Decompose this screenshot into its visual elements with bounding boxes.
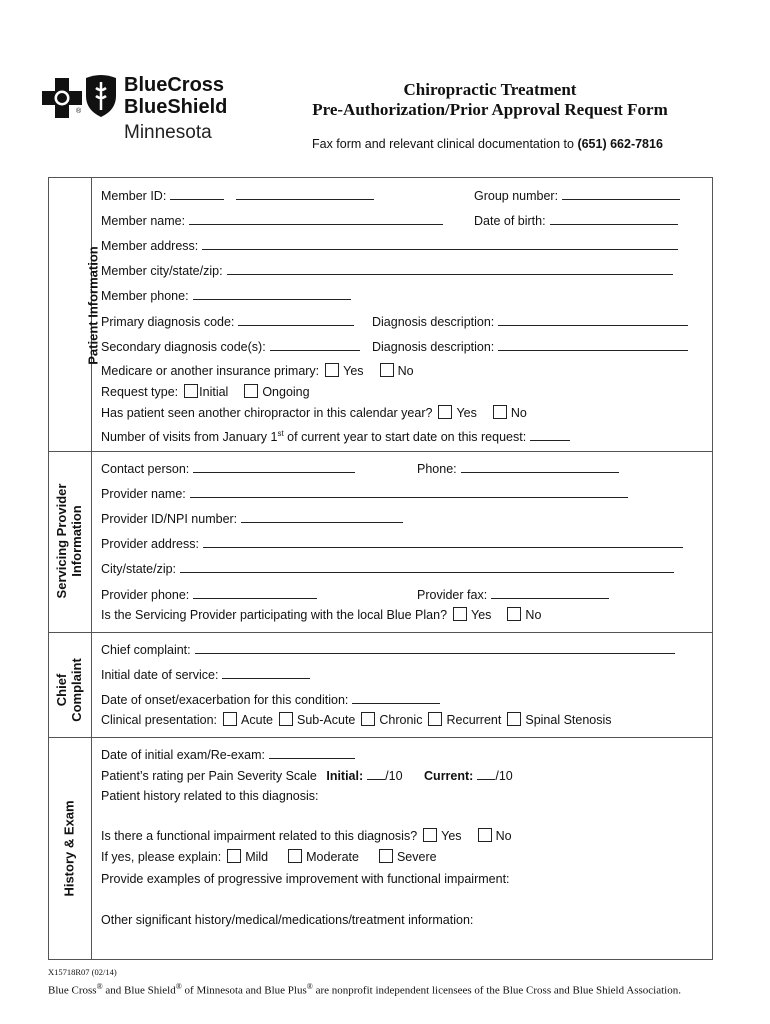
initial-date-field[interactable] (222, 666, 310, 679)
seen-other-label: Has patient seen another chiropractor in this calendar year? (101, 406, 433, 420)
footer-reg-1: ® (96, 982, 103, 991)
member-address-label: Member address: (101, 239, 199, 253)
provider-address-label: Provider address: (101, 537, 199, 551)
chronic-label: Chronic (379, 713, 423, 727)
other-history-row (101, 912, 473, 928)
pain-current-label: Current: (424, 769, 474, 783)
clinical-presentation-row (101, 712, 612, 728)
pain-current-field[interactable] (477, 767, 495, 780)
member-name-row (101, 212, 443, 229)
secondary-dx-field[interactable] (270, 338, 360, 351)
history-dx-row (101, 788, 318, 804)
functional-no-label: No (495, 829, 512, 843)
footer-blue-cross: Blue Cross (48, 984, 97, 997)
request-type-row (101, 384, 310, 400)
history-dx-field[interactable] (100, 806, 700, 826)
member-id-label: Member ID: (101, 189, 167, 203)
secondary-dx-row (101, 338, 360, 355)
recurrent-checkbox[interactable] (428, 712, 442, 726)
group-number-row (474, 187, 680, 204)
history-dx-label: Patient history related to this diagnosis: (101, 789, 319, 803)
participating-label: Is the Servicing Provider participating with the local Blue Plan? (101, 608, 448, 622)
recurrent-label: Recurrent (446, 713, 502, 727)
exam-date-label: Date of initial exam/Re-exam: (101, 748, 265, 762)
pain-scale-row (101, 767, 513, 784)
fax-number: (651) 662-7816 (577, 137, 663, 151)
provider-npi-row (101, 510, 403, 527)
chief-complaint-label: Chief complaint: (101, 643, 191, 657)
participating-yes-checkbox[interactable] (453, 607, 467, 621)
form-title-line-2: Pre-Authorization/Prior Approval Request Form (312, 100, 668, 119)
member-id-field-a[interactable] (170, 187, 224, 200)
seen-other-no-checkbox[interactable] (493, 405, 507, 419)
moderate-checkbox[interactable] (288, 849, 302, 863)
request-ongoing-label: Ongoing (262, 385, 310, 399)
seen-other-yes-checkbox[interactable] (438, 405, 452, 419)
request-type-label: Request type: (101, 385, 179, 399)
participating-row (101, 607, 541, 623)
dx-desc-1-field[interactable] (498, 313, 688, 326)
provider-npi-field[interactable] (241, 510, 403, 523)
member-phone-field[interactable] (193, 287, 351, 300)
section-provider-line-2: Information (69, 505, 84, 577)
member-name-label: Member name: (101, 214, 186, 228)
provider-city-field[interactable] (180, 560, 674, 573)
pain-initial-field[interactable] (367, 767, 385, 780)
footer-and-bs: and Blue Shield (105, 984, 176, 997)
member-id-row (101, 187, 374, 204)
spinal-stenosis-label: Spinal Stenosis (525, 713, 612, 727)
provider-phone-label: Provider phone: (101, 588, 190, 602)
subacute-checkbox[interactable] (279, 712, 293, 726)
contact-person-label: Contact person: (101, 462, 190, 476)
exam-date-row (101, 746, 355, 763)
acute-checkbox[interactable] (223, 712, 237, 726)
provider-name-field[interactable] (190, 485, 628, 498)
primary-dx-row (101, 313, 354, 330)
primary-dx-label: Primary diagnosis code: (101, 315, 235, 329)
section-patient-information: Patient Information (85, 246, 101, 365)
section-history-exam: History & Exam (61, 800, 77, 897)
seen-other-no-label: No (510, 406, 527, 420)
visits-row (101, 426, 570, 445)
section-provider-line-1: Servicing Provider (54, 483, 69, 599)
member-address-row (101, 237, 678, 254)
provider-fax-field[interactable] (491, 586, 609, 599)
dx-desc-2-row (372, 338, 688, 355)
onset-label: Date of onset/exacerbation for this condition: (101, 693, 349, 707)
medicare-label: Medicare or another insurance primary: (101, 364, 320, 378)
contact-person-row (101, 460, 355, 477)
provider-phone-row (101, 586, 317, 603)
medicare-yes-checkbox[interactable] (325, 363, 339, 377)
visits-label-sup: st (277, 429, 284, 438)
participating-yes-label: Yes (471, 608, 492, 622)
footer-reg-2: ® (175, 982, 182, 991)
participating-no-checkbox[interactable] (507, 607, 521, 621)
explain-label: If yes, please explain: (101, 850, 222, 864)
provider-fax-row (417, 586, 609, 603)
pain-scale-label: Patient’s rating per Pain Severity Scale (101, 769, 317, 783)
member-city-field[interactable] (227, 262, 673, 275)
dx-desc-2-label: Diagnosis description: (372, 340, 495, 354)
group-number-field[interactable] (562, 187, 680, 200)
member-phone-row (101, 287, 351, 304)
pain-initial-label: Initial: (326, 769, 364, 783)
request-initial-checkbox[interactable] (184, 384, 198, 398)
footer-disclaimer (48, 982, 681, 997)
member-city-row (101, 262, 673, 279)
provider-npi-label: Provider ID/NPI number: (101, 512, 238, 526)
spinal-stenosis-checkbox[interactable] (507, 712, 521, 726)
seen-other-row (101, 405, 527, 421)
fax-text: Fax form and relevant clinical documentation to (312, 137, 574, 151)
exam-date-field[interactable] (269, 746, 355, 759)
provider-fax-label: Provider fax: (417, 588, 488, 602)
reg-mark: ® (76, 108, 82, 115)
pain-current-scale: /10 (495, 769, 513, 783)
progress-field[interactable] (100, 889, 700, 909)
initial-date-row (101, 666, 310, 683)
visits-field[interactable] (530, 428, 570, 441)
dx-desc-2-field[interactable] (498, 338, 688, 351)
section-complaint-line-1: Chief (54, 673, 69, 707)
initial-date-label: Initial date of service: (101, 668, 219, 682)
chief-complaint-field[interactable] (195, 641, 675, 654)
other-history-label: Other significant history/medical/medications/treatment information: (101, 913, 474, 927)
visits-label-pre: Number of visits from January 1 (101, 430, 278, 445)
severe-label: Severe (396, 850, 437, 864)
progress-label: Provide examples of progressive improvement with functional impairment: (101, 872, 510, 886)
brand-state: Minnesota (124, 122, 212, 143)
subacute-label: Sub-Acute (297, 713, 356, 727)
clinical-label: Clinical presentation: (101, 713, 218, 727)
pain-initial-scale: /10 (385, 769, 403, 783)
primary-dx-field[interactable] (238, 313, 354, 326)
section-complaint-line-2: Complaint (69, 658, 84, 722)
footer-reg-3: ® (306, 982, 313, 991)
member-city-label: Member city/state/zip: (101, 264, 223, 278)
dob-label: Date of birth: (474, 214, 546, 228)
footer-of-mn: of Minnesota and Blue Plus (184, 984, 307, 997)
medicare-no-label: No (397, 364, 414, 378)
provider-city-label: City/state/zip: (101, 562, 177, 576)
medicare-no-checkbox[interactable] (380, 363, 394, 377)
mild-checkbox[interactable] (227, 849, 241, 863)
contact-person-field[interactable] (193, 460, 355, 473)
functional-yes-label: Yes (441, 829, 462, 843)
explain-row (101, 849, 437, 865)
request-initial-label: Initial (199, 385, 229, 399)
blue-shield-icon (84, 74, 118, 118)
dob-field[interactable] (550, 212, 678, 225)
bcbs-logo (42, 72, 242, 148)
onset-field[interactable] (352, 691, 440, 704)
mild-label: Mild (245, 850, 269, 864)
seen-other-yes-label: Yes (456, 406, 477, 420)
participating-no-label: No (525, 608, 542, 622)
brand-line-1: BlueCross (124, 74, 225, 96)
secondary-dx-label: Secondary diagnosis code(s): (101, 340, 266, 354)
member-name-field[interactable] (189, 212, 443, 225)
provider-name-row (101, 485, 628, 502)
form-code: X15718R07 (02/14) (48, 967, 117, 977)
member-id-field-b[interactable] (236, 187, 374, 200)
severe-checkbox[interactable] (379, 849, 393, 863)
provider-address-field[interactable] (203, 535, 683, 548)
group-number-label: Group number: (474, 189, 559, 203)
member-address-field[interactable] (202, 237, 678, 250)
contact-phone-row (417, 460, 619, 477)
other-history-field[interactable] (100, 930, 700, 954)
onset-row (101, 691, 440, 708)
dob-row (474, 212, 678, 229)
fax-instruction (312, 137, 663, 151)
functional-row (101, 828, 512, 844)
member-phone-label: Member phone: (101, 289, 189, 303)
chief-complaint-row (101, 641, 675, 658)
section-servicing-provider (54, 461, 84, 621)
functional-label: Is there a functional impairment related to this diagnosis? (101, 829, 418, 843)
footer-rest: are nonprofit independent licensees of the Blue Cross and Blue Shield Association. (315, 984, 681, 997)
provider-phone-field[interactable] (193, 586, 317, 599)
provider-name-label: Provider name: (101, 487, 186, 501)
functional-yes-checkbox[interactable] (423, 828, 437, 842)
medicare-row (101, 363, 414, 379)
moderate-label: Moderate (306, 850, 359, 864)
provider-address-row (101, 535, 683, 552)
visits-label-post: of current year to start date on this request: (287, 430, 527, 445)
form-title-line-1: Chiropractic Treatment (403, 80, 577, 99)
contact-phone-label: Phone: (417, 462, 457, 476)
chronic-checkbox[interactable] (361, 712, 375, 726)
provider-city-row (101, 560, 674, 577)
functional-no-checkbox[interactable] (478, 828, 492, 842)
section-chief-complaint (54, 650, 84, 730)
dx-desc-1-row (372, 313, 688, 330)
contact-phone-field[interactable] (461, 460, 619, 473)
request-ongoing-checkbox[interactable] (244, 384, 258, 398)
dx-desc-1-label: Diagnosis description: (372, 315, 495, 329)
progress-row (101, 871, 510, 887)
brand-line-2: BlueShield (124, 96, 228, 118)
medicare-yes-label: Yes (343, 364, 364, 378)
acute-label: Acute (241, 713, 274, 727)
